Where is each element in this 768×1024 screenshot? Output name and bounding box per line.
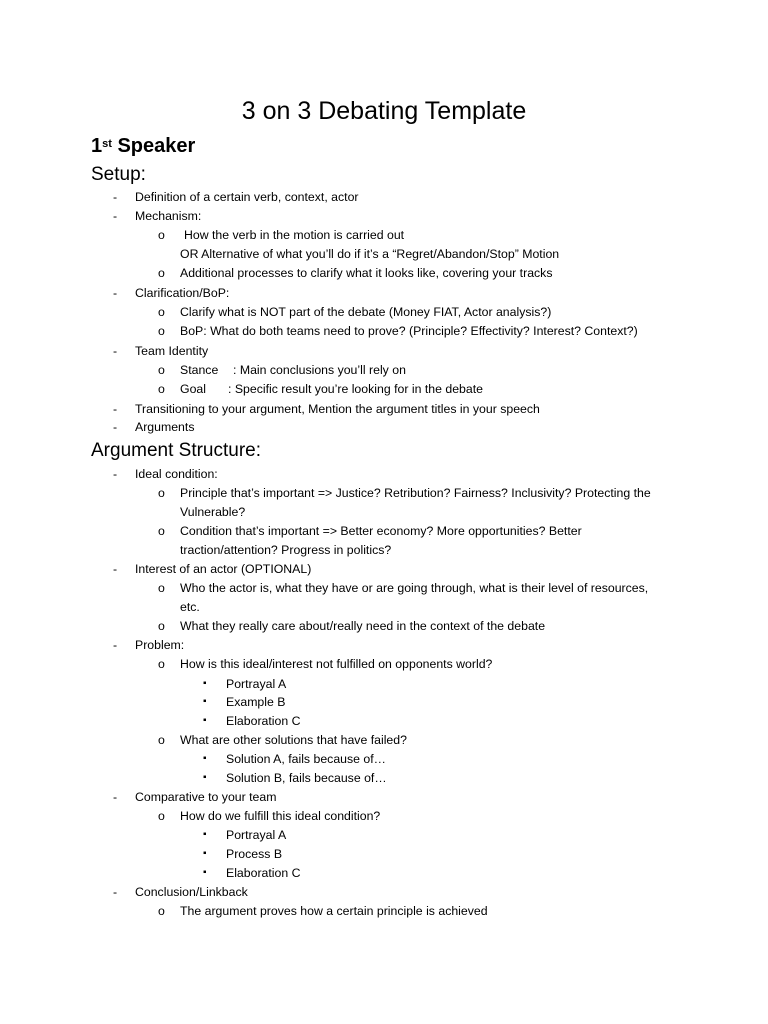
circle-bullet: o	[158, 486, 165, 500]
stance-text: : Main conclusions you’ll rely on	[233, 363, 406, 377]
circle-bullet: o	[158, 305, 165, 319]
list-item-comparative-1-c: Elaboration C	[226, 866, 301, 880]
list-item-mechanism-1-cont: OR Alternative of what you’ll do if it’s a “Regret/Abandon/Stop” Motion	[180, 247, 560, 261]
list-item-clarification: Clarification/BoP:	[135, 286, 230, 300]
circle-bullet: o	[158, 266, 165, 280]
speaker-suffix: st	[102, 138, 112, 150]
list-item-problem-1: How is this ideal/interest not fulfilled on opponents world?	[180, 657, 493, 671]
argument-structure-heading: Argument Structure:	[91, 440, 262, 461]
list-item-problem-2: What are other solutions that have failed?	[180, 733, 407, 747]
list-item-comparative-1: How do we fulfill this ideal condition?	[180, 809, 381, 823]
list-item-ideal-1: Principle that’s important => Justice? Retribution? Fairness? Inclusivity? Protecting the	[180, 486, 651, 500]
dash-bullet: -	[113, 790, 118, 804]
circle-bullet: o	[158, 228, 165, 242]
list-item-team-identity: Team Identity	[135, 344, 209, 358]
dash-bullet: -	[113, 467, 118, 481]
circle-bullet: o	[158, 382, 165, 396]
speaker-heading	[91, 132, 195, 160]
circle-bullet: o	[158, 904, 165, 918]
dash-bullet: -	[113, 209, 118, 223]
square-bullet: ▪	[203, 772, 207, 783]
list-item-conclusion: Conclusion/Linkback	[135, 885, 248, 899]
list-item-interest-2: What they really care about/really need in the context of the debate	[180, 619, 546, 633]
list-item-interest: Interest of an actor (OPTIONAL)	[135, 562, 312, 576]
circle-bullet: o	[158, 809, 165, 823]
list-item-mechanism-1: How the verb in the motion is carried out	[184, 228, 405, 242]
list-item-ideal-1-cont: Vulnerable?	[180, 505, 246, 519]
dash-bullet: -	[113, 885, 118, 899]
square-bullet: ▪	[203, 715, 207, 726]
setup-heading: Setup:	[91, 164, 146, 185]
stance-label: Stance	[180, 363, 219, 377]
list-item-transition: Transitioning to your argument, Mention the argument titles in your speech	[135, 402, 540, 416]
list-item-comparative: Comparative to your team	[135, 790, 277, 804]
list-item-problem-1-b: Example B	[226, 695, 286, 709]
dash-bullet: -	[113, 344, 118, 358]
list-item-conclusion-1: The argument proves how a certain principle is achieved	[180, 904, 488, 918]
list-item-ideal-2: Condition that’s important => Better economy? More opportunities? Better	[180, 524, 582, 538]
dash-bullet: -	[113, 402, 118, 416]
list-item-interest-1: Who the actor is, what they have or are going through, what is their level of resources,	[180, 581, 649, 595]
circle-bullet: o	[158, 363, 165, 377]
list-item-stance	[180, 361, 406, 379]
list-item-interest-1-cont: etc.	[180, 600, 200, 614]
list-item-mechanism-2: Additional processes to clarify what it looks like, covering your tracks	[180, 266, 553, 280]
circle-bullet: o	[158, 619, 165, 633]
list-item-definition: Definition of a certain verb, context, actor	[135, 190, 359, 204]
speaker-label: Speaker	[117, 135, 196, 157]
square-bullet: ▪	[203, 753, 207, 764]
list-item-ideal-condition: Ideal condition:	[135, 467, 218, 481]
square-bullet: ▪	[203, 678, 207, 689]
list-item-goal	[180, 380, 483, 398]
list-item-comparative-1-b: Process B	[226, 847, 283, 861]
list-item-arguments: Arguments	[135, 420, 195, 434]
square-bullet: ▪	[203, 848, 207, 859]
list-item-problem-1-a: Portrayal A	[226, 677, 287, 691]
list-item-problem-2-b: Solution B, fails because of…	[226, 771, 387, 785]
circle-bullet: o	[158, 581, 165, 595]
goal-label: Goal	[180, 382, 206, 396]
dash-bullet: -	[113, 420, 118, 434]
list-item-clarification-2: BoP: What do both teams need to prove? (Principle? Effectivity? Interest? Context?)	[180, 324, 638, 338]
dash-bullet: -	[113, 190, 118, 204]
list-item-comparative-1-a: Portrayal A	[226, 828, 287, 842]
dash-bullet: -	[113, 638, 118, 652]
list-item-problem-1-c: Elaboration C	[226, 714, 301, 728]
circle-bullet: o	[158, 324, 165, 338]
circle-bullet: o	[158, 733, 165, 747]
goal-text: : Specific result you’re looking for in the debate	[228, 382, 483, 396]
list-item-ideal-2-cont: traction/attention? Progress in politics?	[180, 543, 392, 557]
dash-bullet: -	[113, 562, 118, 576]
page-title: 3 on 3 Debating Template	[241, 97, 527, 125]
square-bullet: ▪	[203, 696, 207, 707]
square-bullet: ▪	[203, 829, 207, 840]
speaker-number: 1	[91, 135, 103, 157]
list-item-mechanism: Mechanism:	[135, 209, 202, 223]
list-item-problem-2-a: Solution A, fails because of…	[226, 752, 386, 766]
list-item-clarification-1: Clarify what is NOT part of the debate (Money FIAT, Actor analysis?)	[180, 305, 552, 319]
circle-bullet: o	[158, 657, 165, 671]
square-bullet: ▪	[203, 867, 207, 878]
list-item-problem: Problem:	[135, 638, 185, 652]
dash-bullet: -	[113, 286, 118, 300]
circle-bullet: o	[158, 524, 165, 538]
